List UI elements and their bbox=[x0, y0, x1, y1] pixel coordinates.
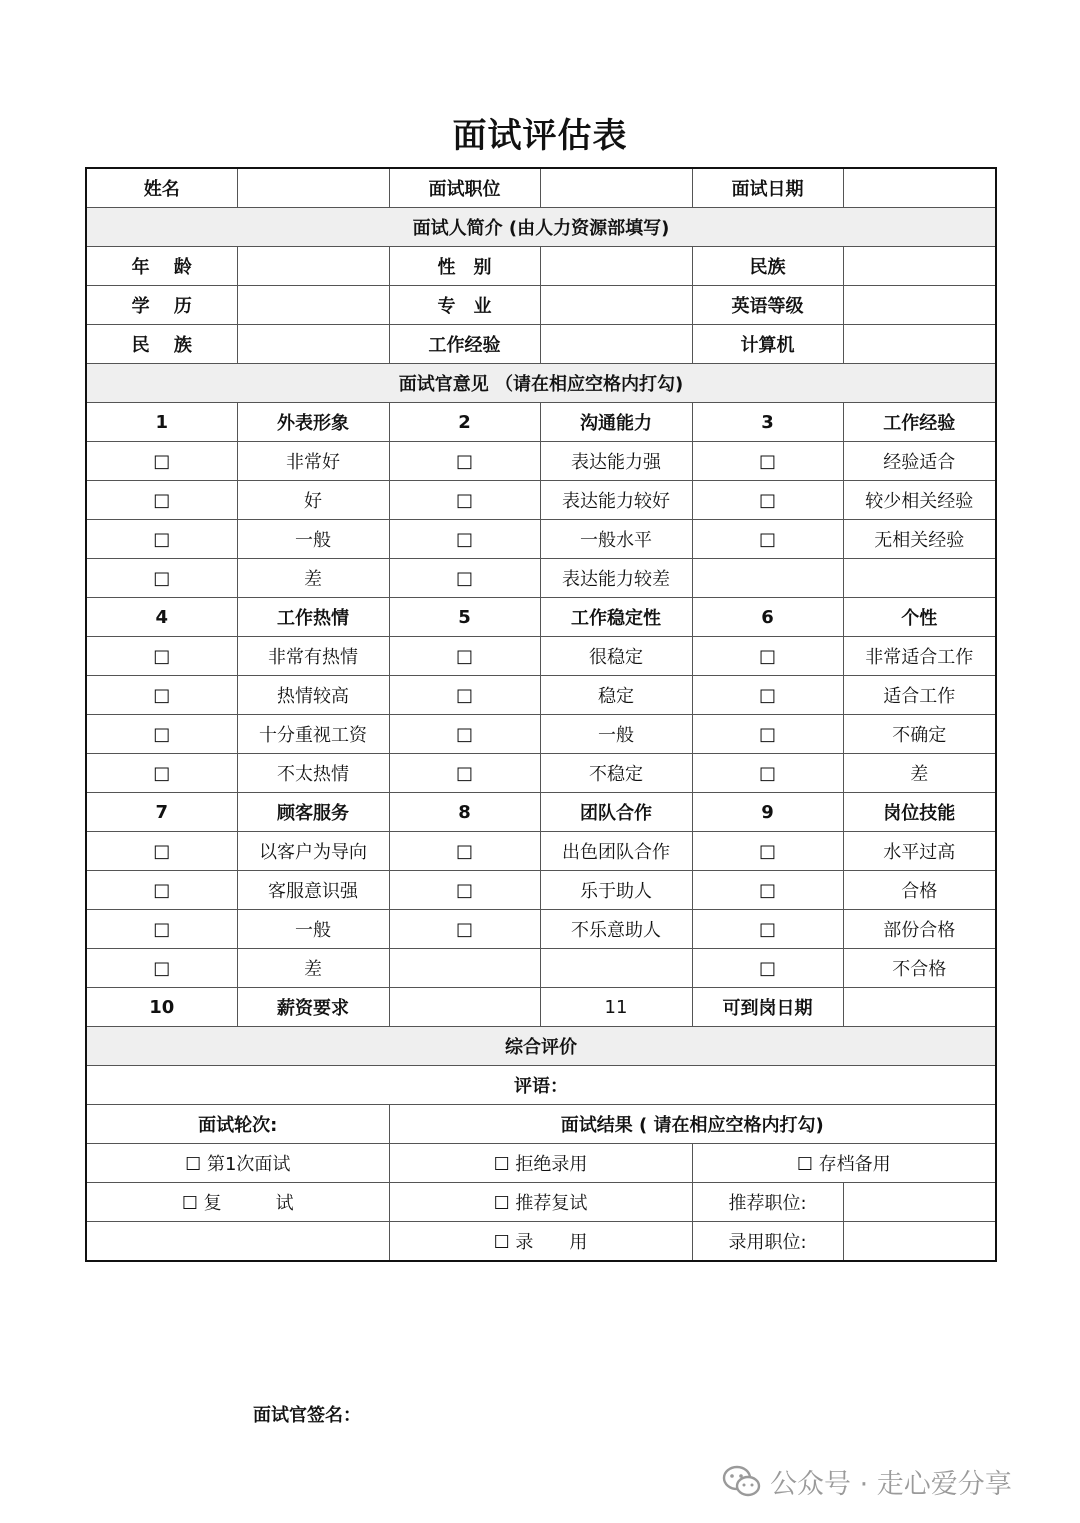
option-checkbox[interactable]: □ bbox=[389, 832, 540, 871]
hire-checkbox[interactable]: ☐ 录 用 bbox=[389, 1222, 692, 1262]
option-checkbox[interactable]: □ bbox=[86, 637, 237, 676]
item-number: 11 bbox=[540, 988, 692, 1027]
comment-label: 评语： bbox=[514, 1076, 568, 1097]
position-field[interactable] bbox=[540, 168, 692, 208]
item-number: 9 bbox=[692, 793, 843, 832]
arrival-date-field[interactable] bbox=[843, 988, 996, 1027]
summary-section-header: 综合评价 bbox=[86, 1027, 996, 1066]
form-title: 面试评估表 bbox=[452, 116, 628, 156]
result-label: 面试结果 ( 请在相应空格内打勾) bbox=[389, 1105, 996, 1144]
age-label: 年 龄 bbox=[86, 247, 237, 286]
option-checkbox[interactable]: □ bbox=[389, 910, 540, 949]
gender-field[interactable] bbox=[540, 247, 692, 286]
ethnicity2-field[interactable] bbox=[237, 325, 389, 364]
archive-checkbox[interactable]: ☐ 存档备用 bbox=[692, 1144, 996, 1183]
interview-evaluation-table bbox=[85, 167, 997, 1262]
date-field[interactable] bbox=[843, 168, 996, 208]
option-row bbox=[86, 676, 996, 715]
name-field[interactable] bbox=[237, 168, 389, 208]
option-label: 一般 bbox=[237, 520, 389, 559]
option-label: 合格 bbox=[843, 871, 996, 910]
option-label: 不太热情 bbox=[237, 754, 389, 793]
rounds-label: 面试轮次: bbox=[86, 1105, 389, 1144]
option-label: 经验适合 bbox=[843, 442, 996, 481]
option-row bbox=[86, 481, 996, 520]
item-number: 8 bbox=[389, 793, 540, 832]
option-checkbox[interactable]: □ bbox=[692, 442, 843, 481]
round-empty-cell bbox=[86, 1222, 389, 1262]
option-checkbox[interactable]: □ bbox=[692, 520, 843, 559]
option-checkbox[interactable]: □ bbox=[692, 676, 843, 715]
option-checkbox[interactable]: □ bbox=[86, 559, 237, 598]
salary-row bbox=[86, 988, 996, 1027]
option-checkbox[interactable]: □ bbox=[86, 715, 237, 754]
gender-label: 性 别 bbox=[389, 247, 540, 286]
option-label: 热情较高 bbox=[237, 676, 389, 715]
option-row bbox=[86, 910, 996, 949]
option-checkbox[interactable]: □ bbox=[389, 481, 540, 520]
experience-label: 工作经验 bbox=[389, 325, 540, 364]
option-checkbox[interactable]: □ bbox=[389, 637, 540, 676]
option-label: 不确定 bbox=[843, 715, 996, 754]
recommend-position-field[interactable] bbox=[843, 1183, 996, 1222]
option-row bbox=[86, 754, 996, 793]
criteria-title: 团队合作 bbox=[540, 793, 692, 832]
item-number: 2 bbox=[389, 403, 540, 442]
recommend-checkbox[interactable]: ☐ 推荐复试 bbox=[389, 1183, 692, 1222]
option-row bbox=[86, 559, 996, 598]
round-first-checkbox[interactable]: ☐ 第1次面试 bbox=[86, 1144, 389, 1183]
option-checkbox[interactable]: □ bbox=[692, 754, 843, 793]
option-label: 水平过高 bbox=[843, 832, 996, 871]
option-label: 无相关经验 bbox=[843, 520, 996, 559]
option-checkbox[interactable]: □ bbox=[86, 910, 237, 949]
option-label: 表达能力较差 bbox=[540, 559, 692, 598]
option-label: 适合工作 bbox=[843, 676, 996, 715]
option-label: 表达能力强 bbox=[540, 442, 692, 481]
watermark bbox=[722, 1462, 1012, 1501]
result-header-row bbox=[86, 1105, 996, 1144]
option-checkbox[interactable]: □ bbox=[692, 871, 843, 910]
option-row bbox=[86, 949, 996, 988]
recommend-position-label: 推荐职位: bbox=[692, 1183, 843, 1222]
criteria-header-row bbox=[86, 793, 996, 832]
education-field[interactable] bbox=[237, 286, 389, 325]
age-field[interactable] bbox=[237, 247, 389, 286]
criteria-title: 沟通能力 bbox=[540, 403, 692, 442]
option-label: 以客户为导向 bbox=[237, 832, 389, 871]
option-checkbox[interactable]: □ bbox=[389, 715, 540, 754]
salary-label: 薪资要求 bbox=[237, 988, 389, 1027]
option-label: 好 bbox=[237, 481, 389, 520]
option-label: 不稳定 bbox=[540, 754, 692, 793]
option-checkbox[interactable]: □ bbox=[389, 442, 540, 481]
option-checkbox[interactable]: □ bbox=[692, 637, 843, 676]
criteria-title: 工作稳定性 bbox=[540, 598, 692, 637]
criteria-title: 顾客服务 bbox=[237, 793, 389, 832]
option-label: 很稳定 bbox=[540, 637, 692, 676]
wechat-icon bbox=[722, 1465, 762, 1499]
criteria-title: 工作热情 bbox=[237, 598, 389, 637]
option-label: 差 bbox=[843, 754, 996, 793]
item-number: 7 bbox=[86, 793, 237, 832]
option-label: 一般水平 bbox=[540, 520, 692, 559]
empty-cell bbox=[389, 949, 540, 988]
option-checkbox[interactable]: □ bbox=[86, 676, 237, 715]
profile-row bbox=[86, 286, 996, 325]
option-checkbox[interactable]: □ bbox=[692, 481, 843, 520]
experience-field[interactable] bbox=[540, 325, 692, 364]
opinion-section-header: 面试官意见 （请在相应空格内打勾) bbox=[86, 364, 996, 403]
header-row bbox=[86, 168, 996, 208]
profile-row bbox=[86, 325, 996, 364]
option-checkbox[interactable]: □ bbox=[389, 871, 540, 910]
criteria-title: 岗位技能 bbox=[843, 793, 996, 832]
arrival-date-label: 可到岗日期 bbox=[692, 988, 843, 1027]
criteria-header-row bbox=[86, 403, 996, 442]
ethnicity-label: 民族 bbox=[692, 247, 843, 286]
option-checkbox[interactable]: □ bbox=[389, 520, 540, 559]
signature-label: 面试官签名： bbox=[253, 1405, 361, 1426]
option-row bbox=[86, 871, 996, 910]
item-number: 5 bbox=[389, 598, 540, 637]
option-row bbox=[86, 520, 996, 559]
option-label: 不合格 bbox=[843, 949, 996, 988]
option-label: 客服意识强 bbox=[237, 871, 389, 910]
english-field[interactable] bbox=[843, 286, 996, 325]
option-row bbox=[86, 442, 996, 481]
empty-cell bbox=[843, 559, 996, 598]
name-label: 姓名 bbox=[86, 168, 237, 208]
item-number: 3 bbox=[692, 403, 843, 442]
option-checkbox[interactable]: □ bbox=[86, 520, 237, 559]
major-label: 专 业 bbox=[389, 286, 540, 325]
item-number: 10 bbox=[86, 988, 237, 1027]
option-checkbox[interactable]: □ bbox=[389, 559, 540, 598]
option-label: 非常有热情 bbox=[237, 637, 389, 676]
criteria-header-row bbox=[86, 598, 996, 637]
reject-checkbox[interactable]: ☐ 拒绝录用 bbox=[389, 1144, 692, 1183]
option-label: 乐于助人 bbox=[540, 871, 692, 910]
criteria-title: 工作经验 bbox=[843, 403, 996, 442]
salary-field[interactable] bbox=[389, 988, 540, 1027]
option-label: 较少相关经验 bbox=[843, 481, 996, 520]
option-label: 差 bbox=[237, 949, 389, 988]
option-label: 出色团队合作 bbox=[540, 832, 692, 871]
option-label: 十分重视工资 bbox=[237, 715, 389, 754]
option-label: 部份合格 bbox=[843, 910, 996, 949]
major-field[interactable] bbox=[540, 286, 692, 325]
ethnicity-field[interactable] bbox=[843, 247, 996, 286]
computer-label: 计算机 bbox=[692, 325, 843, 364]
option-label: 非常适合工作 bbox=[843, 637, 996, 676]
option-label: 差 bbox=[237, 559, 389, 598]
option-row bbox=[86, 637, 996, 676]
education-label: 学 历 bbox=[86, 286, 237, 325]
option-label: 稳定 bbox=[540, 676, 692, 715]
option-label: 一般 bbox=[237, 910, 389, 949]
profile-row bbox=[86, 247, 996, 286]
item-number: 4 bbox=[86, 598, 237, 637]
option-checkbox[interactable]: □ bbox=[692, 832, 843, 871]
criteria-title: 个性 bbox=[843, 598, 996, 637]
ethnicity2-label: 民 族 bbox=[86, 325, 237, 364]
option-checkbox[interactable]: □ bbox=[86, 442, 237, 481]
item-number: 1 bbox=[86, 403, 237, 442]
option-checkbox[interactable]: □ bbox=[86, 832, 237, 871]
option-row bbox=[86, 832, 996, 871]
date-label: 面试日期 bbox=[692, 168, 843, 208]
position-label: 面试职位 bbox=[389, 168, 540, 208]
computer-field[interactable] bbox=[843, 325, 996, 364]
criteria-title: 外表形象 bbox=[237, 403, 389, 442]
option-checkbox[interactable]: □ bbox=[86, 481, 237, 520]
option-checkbox[interactable]: □ bbox=[389, 676, 540, 715]
option-row bbox=[86, 715, 996, 754]
empty-cell bbox=[540, 949, 692, 988]
option-checkbox[interactable]: □ bbox=[86, 871, 237, 910]
profile-section-header: 面试人简介 (由人力资源部填写) bbox=[86, 208, 996, 247]
empty-cell bbox=[692, 559, 843, 598]
option-label: 表达能力较好 bbox=[540, 481, 692, 520]
watermark-text: 公众号 · 走心爱分享 bbox=[770, 1469, 1012, 1500]
item-number: 6 bbox=[692, 598, 843, 637]
option-label: 不乐意助人 bbox=[540, 910, 692, 949]
option-checkbox[interactable]: □ bbox=[692, 949, 843, 988]
option-checkbox[interactable]: □ bbox=[86, 754, 237, 793]
option-checkbox[interactable]: □ bbox=[692, 910, 843, 949]
comment-field[interactable] bbox=[86, 1066, 996, 1105]
hire-position-label: 录用职位: bbox=[692, 1222, 843, 1262]
hire-position-field[interactable] bbox=[843, 1222, 996, 1262]
option-label: 一般 bbox=[540, 715, 692, 754]
option-checkbox[interactable]: □ bbox=[692, 715, 843, 754]
english-label: 英语等级 bbox=[692, 286, 843, 325]
round-second-checkbox[interactable]: ☐ 复 试 bbox=[86, 1183, 389, 1222]
option-checkbox[interactable]: □ bbox=[389, 754, 540, 793]
option-label: 非常好 bbox=[237, 442, 389, 481]
option-checkbox[interactable]: □ bbox=[86, 949, 237, 988]
